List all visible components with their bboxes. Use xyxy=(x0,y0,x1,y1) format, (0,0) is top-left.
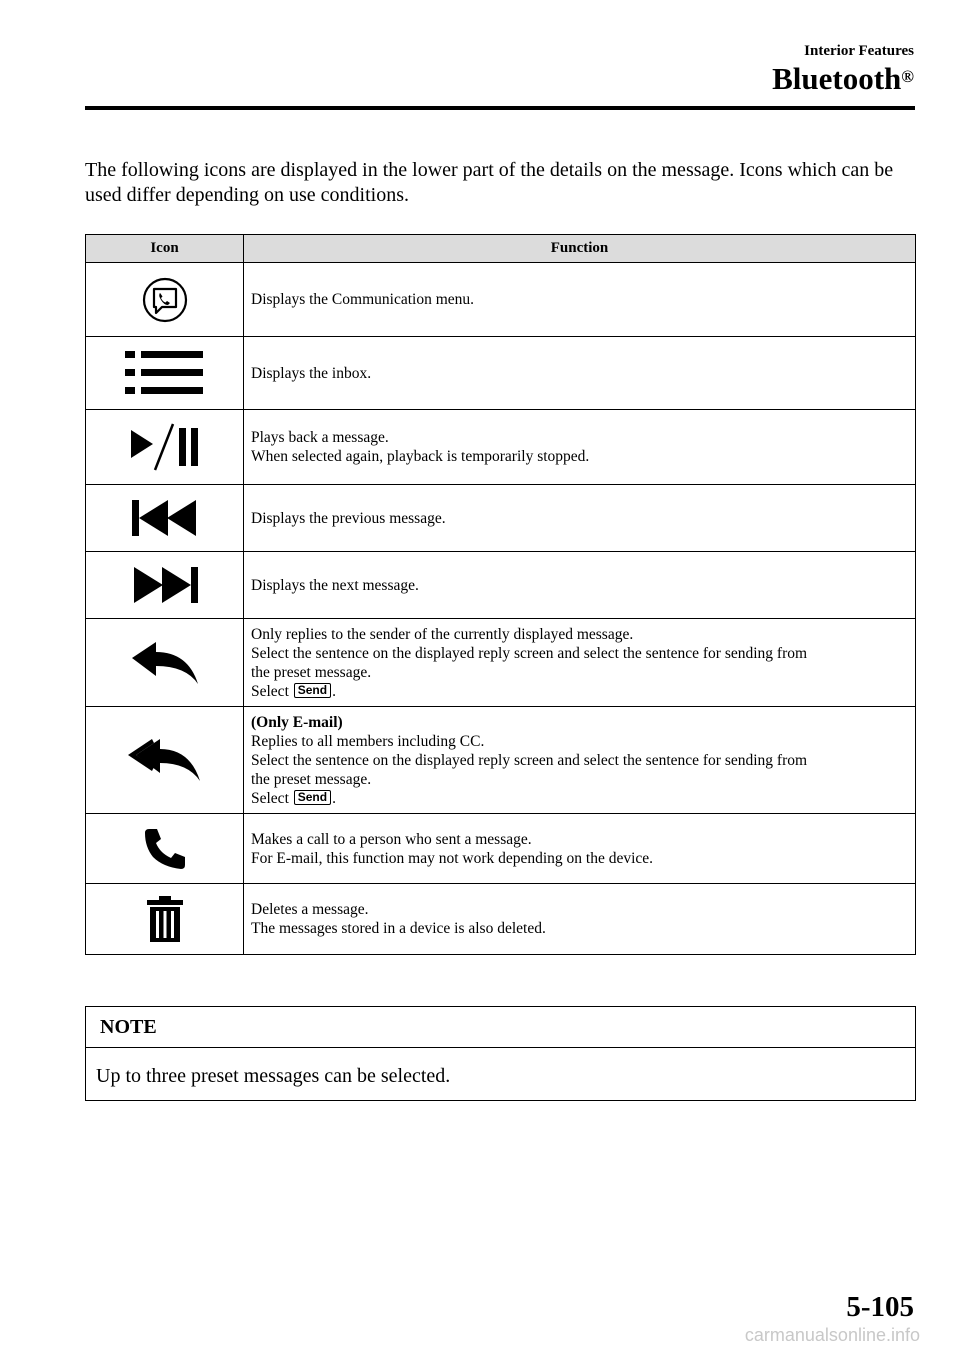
table-row xyxy=(86,814,916,884)
function-text: For E-mail, this function may not work depending on the device. xyxy=(251,849,654,867)
function-text: the preset message. xyxy=(251,663,372,681)
table-row xyxy=(86,619,916,707)
function-text: Displays the Communication menu. xyxy=(251,291,475,308)
function-text: When selected again, playback is temporarily stopped. xyxy=(251,448,590,465)
icon-cell xyxy=(86,884,244,955)
table-row xyxy=(86,337,916,410)
communication-menu-icon xyxy=(142,277,188,323)
function-cell xyxy=(244,619,916,707)
send-button: Send xyxy=(294,790,331,805)
watermark: carmanualsonline.info xyxy=(744,1325,920,1345)
function-text: Select the sentence on the displayed reply screen and select the sentence for sending from xyxy=(251,751,808,769)
note-box xyxy=(85,1006,916,1101)
reply-icon xyxy=(130,640,200,686)
select-text: Select xyxy=(251,789,289,807)
icon-cell xyxy=(86,619,244,707)
function-text: Makes a call to a person who sent a message. xyxy=(251,830,532,848)
select-line xyxy=(251,789,908,808)
function-text: the preset message. xyxy=(251,770,372,788)
icon-cell xyxy=(86,263,244,337)
function-cell xyxy=(244,410,916,485)
inbox-list-icon xyxy=(125,349,205,397)
column-header-function: Function xyxy=(244,235,916,263)
note-text: Up to three preset messages can be selected. xyxy=(96,1065,451,1087)
function-cell xyxy=(244,884,916,955)
function-text: Displays the next message. xyxy=(251,576,419,594)
function-cell xyxy=(244,485,916,552)
icon-cell xyxy=(86,707,244,814)
function-text: Plays back a message. xyxy=(251,429,389,446)
table-header-row xyxy=(86,235,916,263)
send-button: Send xyxy=(294,683,331,698)
function-cell xyxy=(244,552,916,619)
icon-cell xyxy=(86,410,244,485)
function-cell xyxy=(244,263,916,337)
next-track-icon xyxy=(132,565,198,605)
page-title xyxy=(772,62,914,96)
icon-cell xyxy=(86,337,244,410)
previous-track-icon xyxy=(132,498,198,538)
icon-cell xyxy=(86,552,244,619)
table-row xyxy=(86,552,916,619)
table-row xyxy=(86,485,916,552)
function-text-bold: (Only E-mail) xyxy=(251,713,343,731)
function-text: Replies to all members including CC. xyxy=(251,732,485,750)
section-title: Interior Features xyxy=(804,43,914,59)
function-text: Displays the inbox. xyxy=(251,364,372,382)
select-text: Select xyxy=(251,682,289,700)
icon-function-table xyxy=(85,234,916,955)
table-row xyxy=(86,263,916,337)
icon-cell xyxy=(86,814,244,884)
select-end: . xyxy=(332,682,336,700)
page-header xyxy=(772,42,914,96)
registered-mark: ® xyxy=(901,67,914,86)
table-row xyxy=(86,884,916,955)
reply-all-icon xyxy=(128,737,202,783)
header-rule xyxy=(85,106,915,110)
intro-paragraph: The following icons are displayed in the lower part of the details on the message. Icons which can be used differ depending on use conditions. xyxy=(85,159,894,206)
play-pause-icon xyxy=(129,422,201,472)
table-row xyxy=(86,410,916,485)
function-text: Deletes a message. xyxy=(251,901,369,918)
function-cell xyxy=(244,337,916,410)
function-cell xyxy=(244,707,916,814)
select-end: . xyxy=(332,789,336,807)
function-cell xyxy=(244,814,916,884)
table-row xyxy=(86,707,916,814)
function-text: Select the sentence on the displayed reply screen and select the sentence for sending from xyxy=(251,644,808,662)
trash-icon xyxy=(146,896,184,942)
icon-cell xyxy=(86,485,244,552)
column-header-icon: Icon xyxy=(86,235,244,263)
phone-icon xyxy=(143,827,187,871)
function-text: Displays the previous message. xyxy=(251,509,446,527)
function-text: The messages stored in a device is also deleted. xyxy=(251,920,546,937)
select-line xyxy=(251,682,908,701)
page-title-text: Bluetooth xyxy=(772,61,902,96)
function-text: Only replies to the sender of the currently displayed message. xyxy=(251,625,634,643)
note-heading: NOTE xyxy=(86,1007,915,1048)
page-number: 5-105 xyxy=(846,1291,914,1323)
